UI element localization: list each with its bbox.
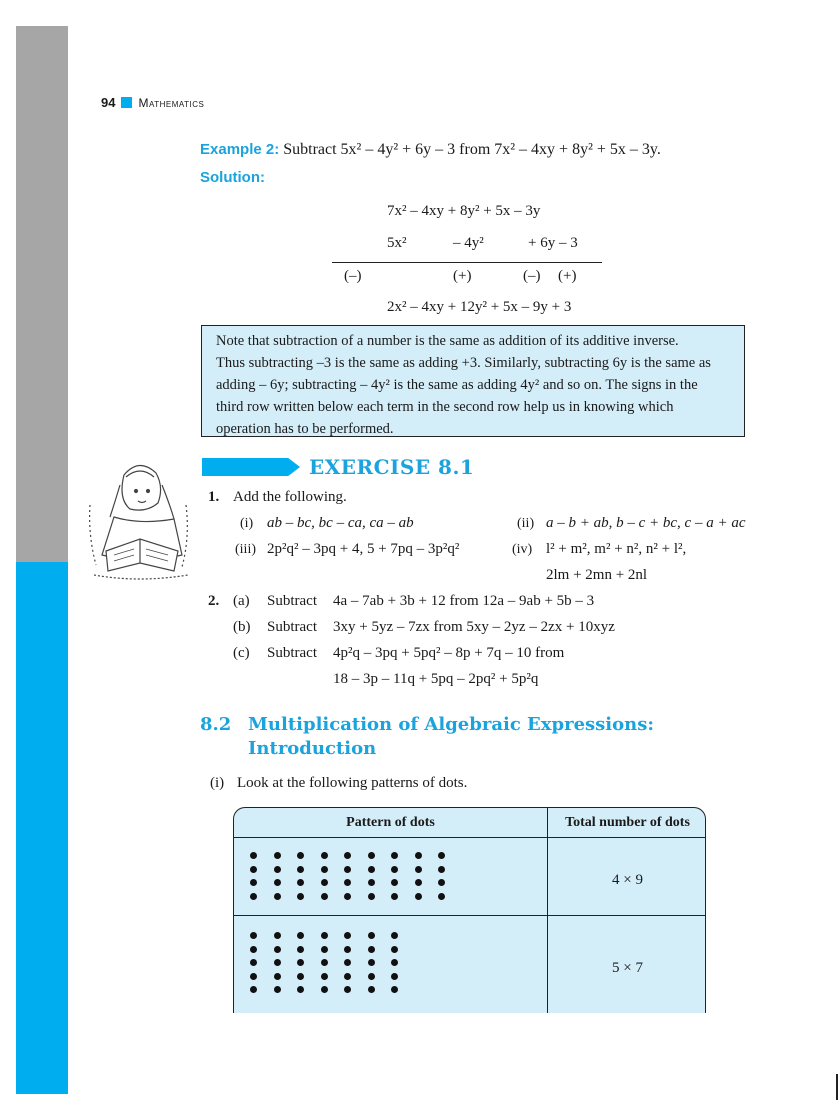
q1-ii-label: (ii): [517, 516, 535, 531]
pattern-dot: [415, 893, 422, 900]
pattern-dot: [391, 986, 398, 993]
pattern-dot: [391, 852, 398, 859]
note-line: Note that subtraction of a number is the same as addition of its additive inverse.: [216, 333, 679, 349]
sign-1: (–): [344, 268, 362, 284]
sign-2: (+): [453, 268, 472, 284]
girl-reading-illustration: [84, 455, 194, 585]
pattern-dot: [344, 986, 351, 993]
exercise-title: EXERCISE 8.1: [309, 455, 475, 479]
pattern-dot: [274, 879, 281, 886]
pattern-dot: [250, 866, 257, 873]
pattern-dot: [438, 866, 445, 873]
minuend-row: 7x² – 4xy + 8y² + 5x – 3y: [387, 203, 541, 219]
pattern-dot: [391, 946, 398, 953]
pattern-dot: [250, 946, 257, 953]
pattern-dot: [274, 959, 281, 966]
pattern-dot: [321, 852, 328, 859]
q1-iv-line2: 2lm + 2mn + 2nl: [546, 567, 648, 583]
q1-iii: 2p²q² – 3pq + 4, 5 + 7pq – 3p²q²: [267, 541, 460, 557]
section-number: 8.2: [200, 714, 232, 735]
subtrahend-term-2: – 4y²: [453, 235, 484, 251]
table-total-row-1: 4 × 9: [612, 872, 643, 888]
q2-b: 3xy + 5yz – 7zx from 5xy – 2yz – 2zx + 10xyz: [333, 619, 615, 635]
q2-b-label: (b): [233, 619, 251, 635]
subtrahend-term-1: 5x²: [387, 235, 407, 251]
pattern-dot: [368, 852, 375, 859]
pattern-dot: [297, 959, 304, 966]
pattern-dot: [368, 866, 375, 873]
pattern-dot: [297, 866, 304, 873]
pattern-dot: [321, 959, 328, 966]
pattern-dot: [391, 866, 398, 873]
pattern-dot: [274, 946, 281, 953]
example-text: Subtract 5x² – 4y² + 6y – 3 from 7x² – 4xy + 8y² + 5x – 3y.: [283, 141, 661, 158]
pattern-dot: [321, 973, 328, 980]
pattern-dot: [321, 986, 328, 993]
pattern-dot: [321, 866, 328, 873]
pattern-dot: [368, 959, 375, 966]
pattern-dot: [438, 879, 445, 886]
note-line: Thus subtracting –3 is the same as adding +3. Similarly, subtracting 6y is the same as: [216, 355, 711, 371]
pattern-dot: [297, 932, 304, 939]
table-header-rule: [234, 837, 706, 838]
pattern-dot: [368, 973, 375, 980]
pattern-dot: [344, 973, 351, 980]
pattern-dot: [250, 879, 257, 886]
pattern-dot: [391, 879, 398, 886]
pattern-dot: [344, 879, 351, 886]
pattern-dot: [297, 986, 304, 993]
q1-iv-line1: l² + m², m² + n², n² + l²,: [546, 541, 687, 557]
table-column-divider: [547, 808, 548, 1013]
pattern-dot: [368, 879, 375, 886]
pattern-dot: [391, 932, 398, 939]
q2-c-line1: 4p²q – 3pq + 5pq² – 8p + 7q – 10 from: [333, 645, 565, 661]
q2-b-verb: Subtract: [267, 619, 317, 635]
subtrahend-term-3: + 6y – 3: [528, 235, 578, 251]
pattern-dot: [344, 946, 351, 953]
side-strip-gray: [16, 26, 68, 562]
note-line: adding – 6y; subtracting – 4y² is the same as adding 4y² and so on. The signs in the: [216, 377, 698, 393]
header-square-icon: [121, 97, 132, 108]
pattern-dot: [274, 932, 281, 939]
q1-ii: a – b + ab, b – c + bc, c – a + ac: [546, 515, 746, 531]
pattern-dot: [274, 973, 281, 980]
intro-label: (i): [210, 775, 225, 791]
note-box: [201, 325, 745, 437]
pattern-dot: [344, 852, 351, 859]
pattern-dot: [250, 973, 257, 980]
pattern-dot: [438, 852, 445, 859]
q2-c-line2: 18 – 3p – 11q + 5pq – 2pq² + 5p²q: [333, 671, 539, 687]
book-title: Mathematics: [138, 95, 205, 110]
pattern-dot: [250, 852, 257, 859]
q2-a-label: (a): [233, 593, 250, 609]
pattern-dot: [274, 852, 281, 859]
pattern-dot: [297, 973, 304, 980]
pattern-dot: [415, 879, 422, 886]
sign-3: (–): [523, 268, 541, 284]
pattern-dot: [321, 879, 328, 886]
table-row-rule: [234, 915, 706, 916]
pattern-dot: [321, 893, 328, 900]
pattern-dot: [250, 932, 257, 939]
pattern-dot: [297, 946, 304, 953]
pattern-dot: [415, 866, 422, 873]
pattern-dot: [274, 893, 281, 900]
pattern-dot: [274, 866, 281, 873]
pattern-dot: [344, 959, 351, 966]
intro-text: Look at the following patterns of dots.: [237, 775, 468, 791]
q2-a-verb: Subtract: [267, 593, 317, 609]
page-number: 94: [101, 95, 116, 110]
pattern-dot: [297, 879, 304, 886]
pattern-dot: [415, 852, 422, 859]
pattern-dot: [438, 893, 445, 900]
result-row: 2x² – 4xy + 12y² + 5x – 9y + 3: [387, 299, 572, 315]
pattern-dot: [368, 946, 375, 953]
pattern-dot: [297, 852, 304, 859]
pattern-dot: [344, 893, 351, 900]
pattern-dot: [391, 973, 398, 980]
pattern-dot: [321, 932, 328, 939]
edge-mark: [836, 1074, 838, 1100]
pattern-dot: [391, 959, 398, 966]
section-title-line2: Introduction: [248, 738, 377, 759]
q1-iv-label: (iv): [512, 542, 533, 557]
example-statement: [200, 141, 661, 159]
note-line: operation has to be performed.: [216, 421, 394, 437]
q2-c-verb: Subtract: [267, 645, 317, 661]
section-title-line1: Multiplication of Algebraic Expressions:: [248, 714, 655, 735]
dots-table: [233, 807, 706, 1013]
pattern-dot: [368, 893, 375, 900]
pattern-dot: [368, 932, 375, 939]
example-label: Example 2:: [200, 141, 280, 158]
q2-c-label: (c): [233, 645, 250, 661]
pattern-dot: [368, 986, 375, 993]
pattern-dot: [344, 932, 351, 939]
pattern-dot: [321, 946, 328, 953]
q1-number: 1.: [208, 489, 220, 505]
pattern-dot: [274, 986, 281, 993]
subtraction-rule: [332, 262, 602, 263]
table-total-row-2: 5 × 7: [612, 960, 643, 976]
q1-i-label: (i): [240, 516, 254, 531]
pattern-dot: [344, 866, 351, 873]
pattern-dot: [250, 893, 257, 900]
table-header-pattern: Pattern of dots: [346, 815, 435, 830]
running-header: [101, 95, 204, 110]
q2-a: 4a – 7ab + 3b + 12 from 12a – 9ab + 5b – 3: [333, 593, 595, 609]
q1-i: ab – bc, bc – ca, ca – ab: [267, 515, 414, 531]
pattern-dot: [297, 893, 304, 900]
table-header-total: Total number of dots: [565, 815, 690, 830]
note-line: third row written below each term in the second row help us in knowing which: [216, 399, 674, 415]
pattern-dot: [391, 893, 398, 900]
q2-number: 2.: [208, 593, 220, 609]
pattern-dot: [250, 959, 257, 966]
side-strip-blue: [16, 562, 68, 1094]
q1-text: Add the following.: [233, 489, 347, 505]
sign-4: (+): [558, 268, 577, 284]
q1-iii-label: (iii): [235, 542, 256, 557]
pattern-dot: [250, 986, 257, 993]
solution-label: Solution:: [200, 169, 265, 186]
exercise-banner-bar: [202, 458, 300, 476]
section-heading: [200, 713, 654, 761]
